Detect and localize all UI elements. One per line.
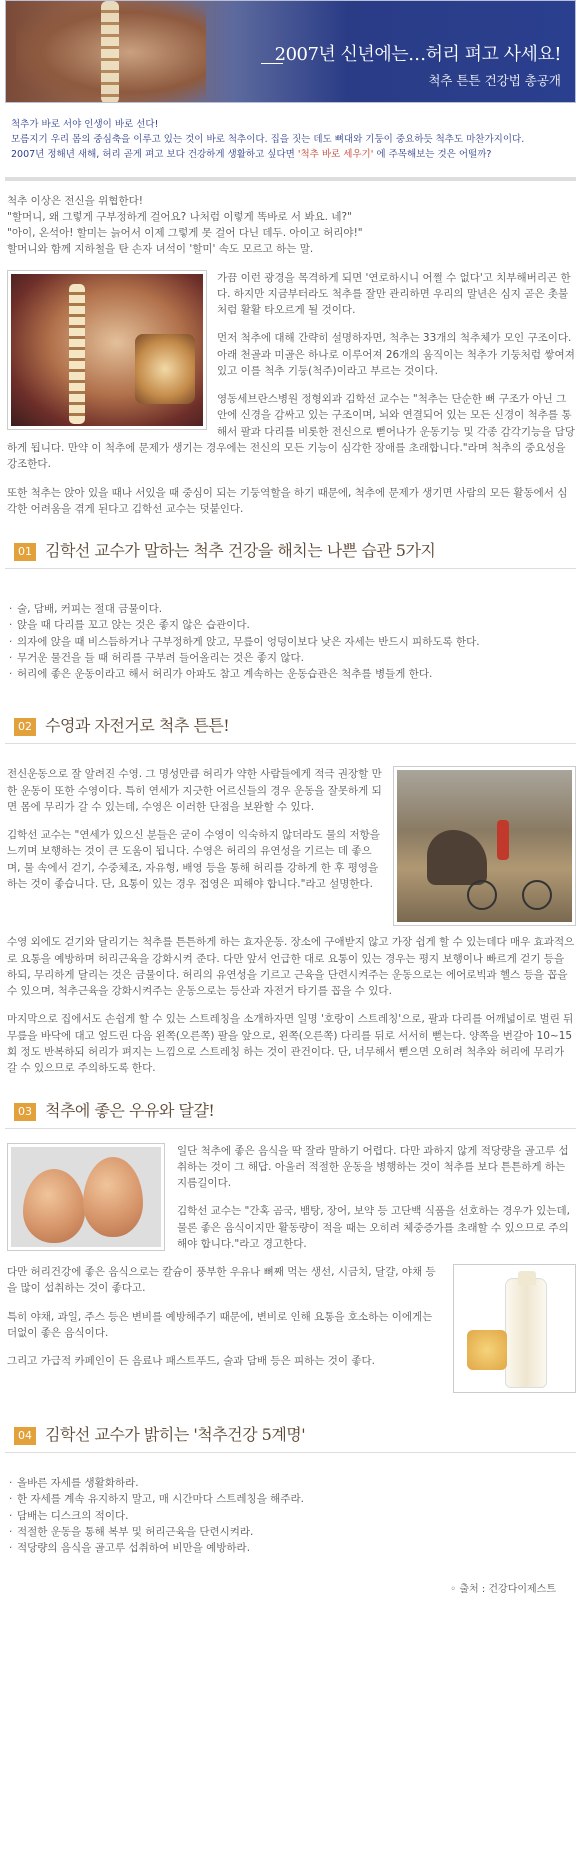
section-heading-02 xyxy=(5,710,576,744)
section-number-badge: 03 xyxy=(14,1103,36,1121)
section-02-body xyxy=(5,766,576,1076)
section-02-paragraph: 전신운동으로 잘 알려진 수영. 그 명성만큼 허리가 약한 사람들에게 적극 권장할 만한 운동이 또한 수영이다. 특히 연세가 지긋한 어르신들의 경우 운동을 잘못하게 되면 몸에 무리가 갈 수 있는데, 수영은 이러한 단점을 보완할 수 있다. xyxy=(7,768,382,813)
bad-habits-list xyxy=(5,601,576,682)
opening-paragraph-5: 또한 척추는 앉아 있을 때나 서있을 때 중심이 되는 기둥역할을 하기 때문에, 척추에 문제가 생기면 사람의 모든 활동에서 심각한 어려움을 겪게 된다고 김학선 교수는 덧붙인다. xyxy=(7,486,568,515)
list-item: · 적당량의 음식을 골고루 섭취하여 비만을 예방하라. xyxy=(9,1540,576,1556)
intro-line-1: 척추가 바로 서야 인생이 바로 선다! xyxy=(11,119,159,130)
section-heading-01 xyxy=(5,535,576,569)
list-item: · 담배는 디스크의 적이다. xyxy=(9,1508,576,1524)
banner-subtitle: 척추 튼튼 건강법 총공개 xyxy=(428,73,561,88)
section-03-body xyxy=(5,1143,576,1402)
opening-paragraph-2: 가끔 이런 광경을 목격하게 되면 '연로하시니 어쩔 수 없다'고 치부해버리곤 한다. 하지만 지금부터라도 척추를 잘만 관리하면 우리의 말년은 심지 곧은 촛불처럼 활활 타오르게 될 것이다. xyxy=(217,271,571,317)
section-02-paragraph: 마지막으로 집에서도 손쉽게 할 수 있는 스트레칭을 소개하자면 일명 '호랑이 스트레칭'으로, 팔과 다리를 어깨넓이로 벌린 뒤 무릎을 바닥에 대고 엎드린 다음 왼쪽(오른쪽) 팔을 앞으로, 왼쪽(오른쪽) 다리를 뒤로 서서히 뻗는다. 양쪽을 번갈아 10~15회 정도 반복하되 허리가 펴지는 느낌으로 스트레칭 하는 것이 관건이다. 단, 너무해서 뻗으면 오히려 척추와 허리에 무리가 갈 수 있으므로 주의하도록 한다. xyxy=(7,1013,574,1075)
section-title: 김학선 교수가 말하는 척추 건강을 해치는 나쁜 습관 5가지 xyxy=(45,541,436,561)
section-divider xyxy=(5,177,576,181)
opening-paragraph-4: 영동세브란스병원 정형외과 김학선 교수는 "척추는 단순한 뼈 구조가 아닌 그 안에 신경을 감싸고 있는 구조이며, 뇌와 연결되어 있는 모든 신경이 척추를 통해서 팔과 다리를 비롯한 전신으로 뻗어나가 운동기능 및 각종 감각기능을 담당하게 됩니다. 만약 이 척추에 문제가 생기는 경우에는 전신의 모든 기능이 심각한 장애를 초래합니다."라며 척추의 중요성을 강조한다. xyxy=(7,393,575,471)
section-title: 척추에 좋은 우유와 달걀! xyxy=(45,1100,215,1120)
section-title: 수영과 자전거로 척추 튼튼! xyxy=(45,716,230,736)
eggs-photo xyxy=(7,1143,165,1251)
section-02-paragraph: 김학선 교수는 "연세가 있으신 분들은 굳이 수영이 익숙하지 않더라도 물의 저항을 느끼며 보행하는 것이 큰 도움이 됩니다. 수영은 허리의 유연성을 기르는 데 좋으며, 물 속에서 걷기, 수중체조, 자유형, 배영 등을 통해 허리를 강하게 한 후 평영을 하는 것이 좋습니다. 단, 요통이 있는 경우 접영은 피해야 합니다."라고 설명한다. xyxy=(7,829,380,890)
intro-line-3a: 2007년 정해년 새해, 허리 곧게 펴고 보다 건강하게 생활하고 싶다면 xyxy=(11,149,295,161)
intro-line-3b: 에 주목해보는 것은 어떨까? xyxy=(376,149,492,161)
section-03-paragraph: 그리고 가급적 카페인이 든 음료나 패스트푸드, 술과 담배 등은 피하는 것이 좋다. xyxy=(7,1355,375,1368)
opening-block xyxy=(5,193,576,518)
banner-title: 2007년 신년에는…허리 펴고 사세요! xyxy=(274,44,561,65)
list-item: · 술, 담배, 커피는 절대 금물이다. xyxy=(9,601,576,617)
list-item: · 적절한 운동을 통해 복부 및 허리근육을 단련시켜라. xyxy=(9,1524,576,1540)
list-item: · 의자에 앉을 때 비스듬하거나 구부정하게 앉고, 무릎이 엉덩이보다 낮은 자세는 반드시 피하도록 한다. xyxy=(9,634,576,650)
section-title: 김학선 교수가 밝히는 '척추건강 5계명' xyxy=(45,1425,306,1445)
milk-photo xyxy=(453,1264,576,1393)
section-03-paragraph: 김학선 교수는 "간혹 곰국, 뱀탕, 장어, 보약 등 고단백 식품을 선호하는 경우가 있는데, 물론 좋은 음식이지만 활동량이 적을 때는 오히려 체중증가를 초래할 수 있으므로 주의해야 합니다."라고 경고한다. xyxy=(177,1205,570,1250)
intro-line-2: 모름지기 우리 몸의 중심축을 이루고 있는 것이 바로 척추이다. 집을 짓는 데도 뼈대와 기둥이 중요하듯 척추도 마찬가지이다. xyxy=(11,134,525,146)
section-03-paragraph: 특히 야채, 과일, 주스 등은 변비를 예방해주기 때문에, 변비로 인해 요통을 호소하는 이에게는 더없이 좋은 음식이다. xyxy=(7,1310,433,1339)
spine-illustration xyxy=(7,270,207,430)
section-number-badge: 04 xyxy=(14,1427,36,1445)
section-02-paragraph: 수영 외에도 걷기와 달리기는 척추를 튼튼하게 하는 효자운동. 장소에 구애받지 않고 가장 쉽게 할 수 있는데다 매우 효과적으로 요통을 예방하며 허리근육을 강화시켜 준다. 다만 앞서 언급한 대로 요통이 있는 경우는 평지 보행이나 빠르게 걷기 등을 하되, 무리하게 달리는 것은 금물이다. 허리의 유연성을 기르고 근육을 단련시켜주는 운동으로는 에어로빅과 헬스 등을 꼽을 수 있으며, 척추근육을 강화시켜주는 운동으로는 등산과 자전거 타기를 꼽을 수 있다. xyxy=(7,936,575,998)
opening-paragraph-3: 먼저 척추에 대해 간략히 설명하자면, 척추는 33개의 척추체가 모인 구조이다. 아래 천골과 미골은 하나로 이루어져 26개의 움직이는 척추가 기둥처럼 쌓여져 있고 이를 척추 기둥(척주)이라고 부르는 것이다. xyxy=(217,332,575,377)
list-item: · 올바른 자세를 생활화하라. xyxy=(9,1475,576,1491)
section-03-paragraph: 일단 척추에 좋은 음식을 딱 잘라 말하기 어렵다. 다만 과하지 않게 적당량을 골고루 섭취하는 것이 그 해답. 아울러 적절한 운동을 병행하는 것이 척추를 보다 튼튼하게 하는 지름길이다. xyxy=(177,1144,569,1190)
intro-highlight: '척추 바로 세우기' xyxy=(297,149,374,161)
list-item: · 앉을 때 다리를 꼬고 앉는 것은 좋지 않은 습관이다. xyxy=(9,617,576,633)
banner-spine-graphic xyxy=(101,1,119,103)
section-number-badge: 01 xyxy=(14,543,36,561)
source-credit: ◦ 출처 : 건강다이제스트 xyxy=(450,1584,556,1596)
list-item: · 무거운 물건을 들 때 허리를 구부려 들어올리는 것은 좋지 않다. xyxy=(9,650,576,666)
header-banner xyxy=(5,0,576,103)
cyclist-photo xyxy=(393,766,576,926)
section-heading-03 xyxy=(5,1095,576,1129)
list-item: · 허리에 좋은 운동이라고 해서 허리가 아파도 참고 계속하는 운동습관은 척추를 병들게 한다. xyxy=(9,666,576,682)
opening-paragraph-1: 척추 이상은 전신을 위협한다! "할머니, 왜 그렇게 구부정하게 걸어요? 나처럼 이렇게 똑바로 서 봐요. 네?" "아이, 온석아! 할미는 늙어서 이제 그렇게 못 걸어 다닌 데두. 아이고 허리야!" 할머니와 함께 지하철을 탄 손자 녀석이 '할미' 속도 모르고 하는 말. xyxy=(7,194,363,256)
spine-rules-list xyxy=(5,1475,576,1556)
list-item: · 한 자세를 계속 유지하지 말고, 매 시간마다 스트레칭을 해주라. xyxy=(9,1491,576,1507)
intro-summary xyxy=(5,117,576,163)
section-03-paragraph: 다만 허리건강에 좋은 음식으로는 칼슘이 풍부한 우유나 뼈째 먹는 생선, 시금치, 달걀, 야채 등을 많이 섭취하는 것이 좋다고. xyxy=(7,1266,436,1295)
section-number-badge: 02 xyxy=(14,718,36,736)
section-heading-04 xyxy=(5,1419,576,1453)
intro-line-3 xyxy=(11,147,576,162)
